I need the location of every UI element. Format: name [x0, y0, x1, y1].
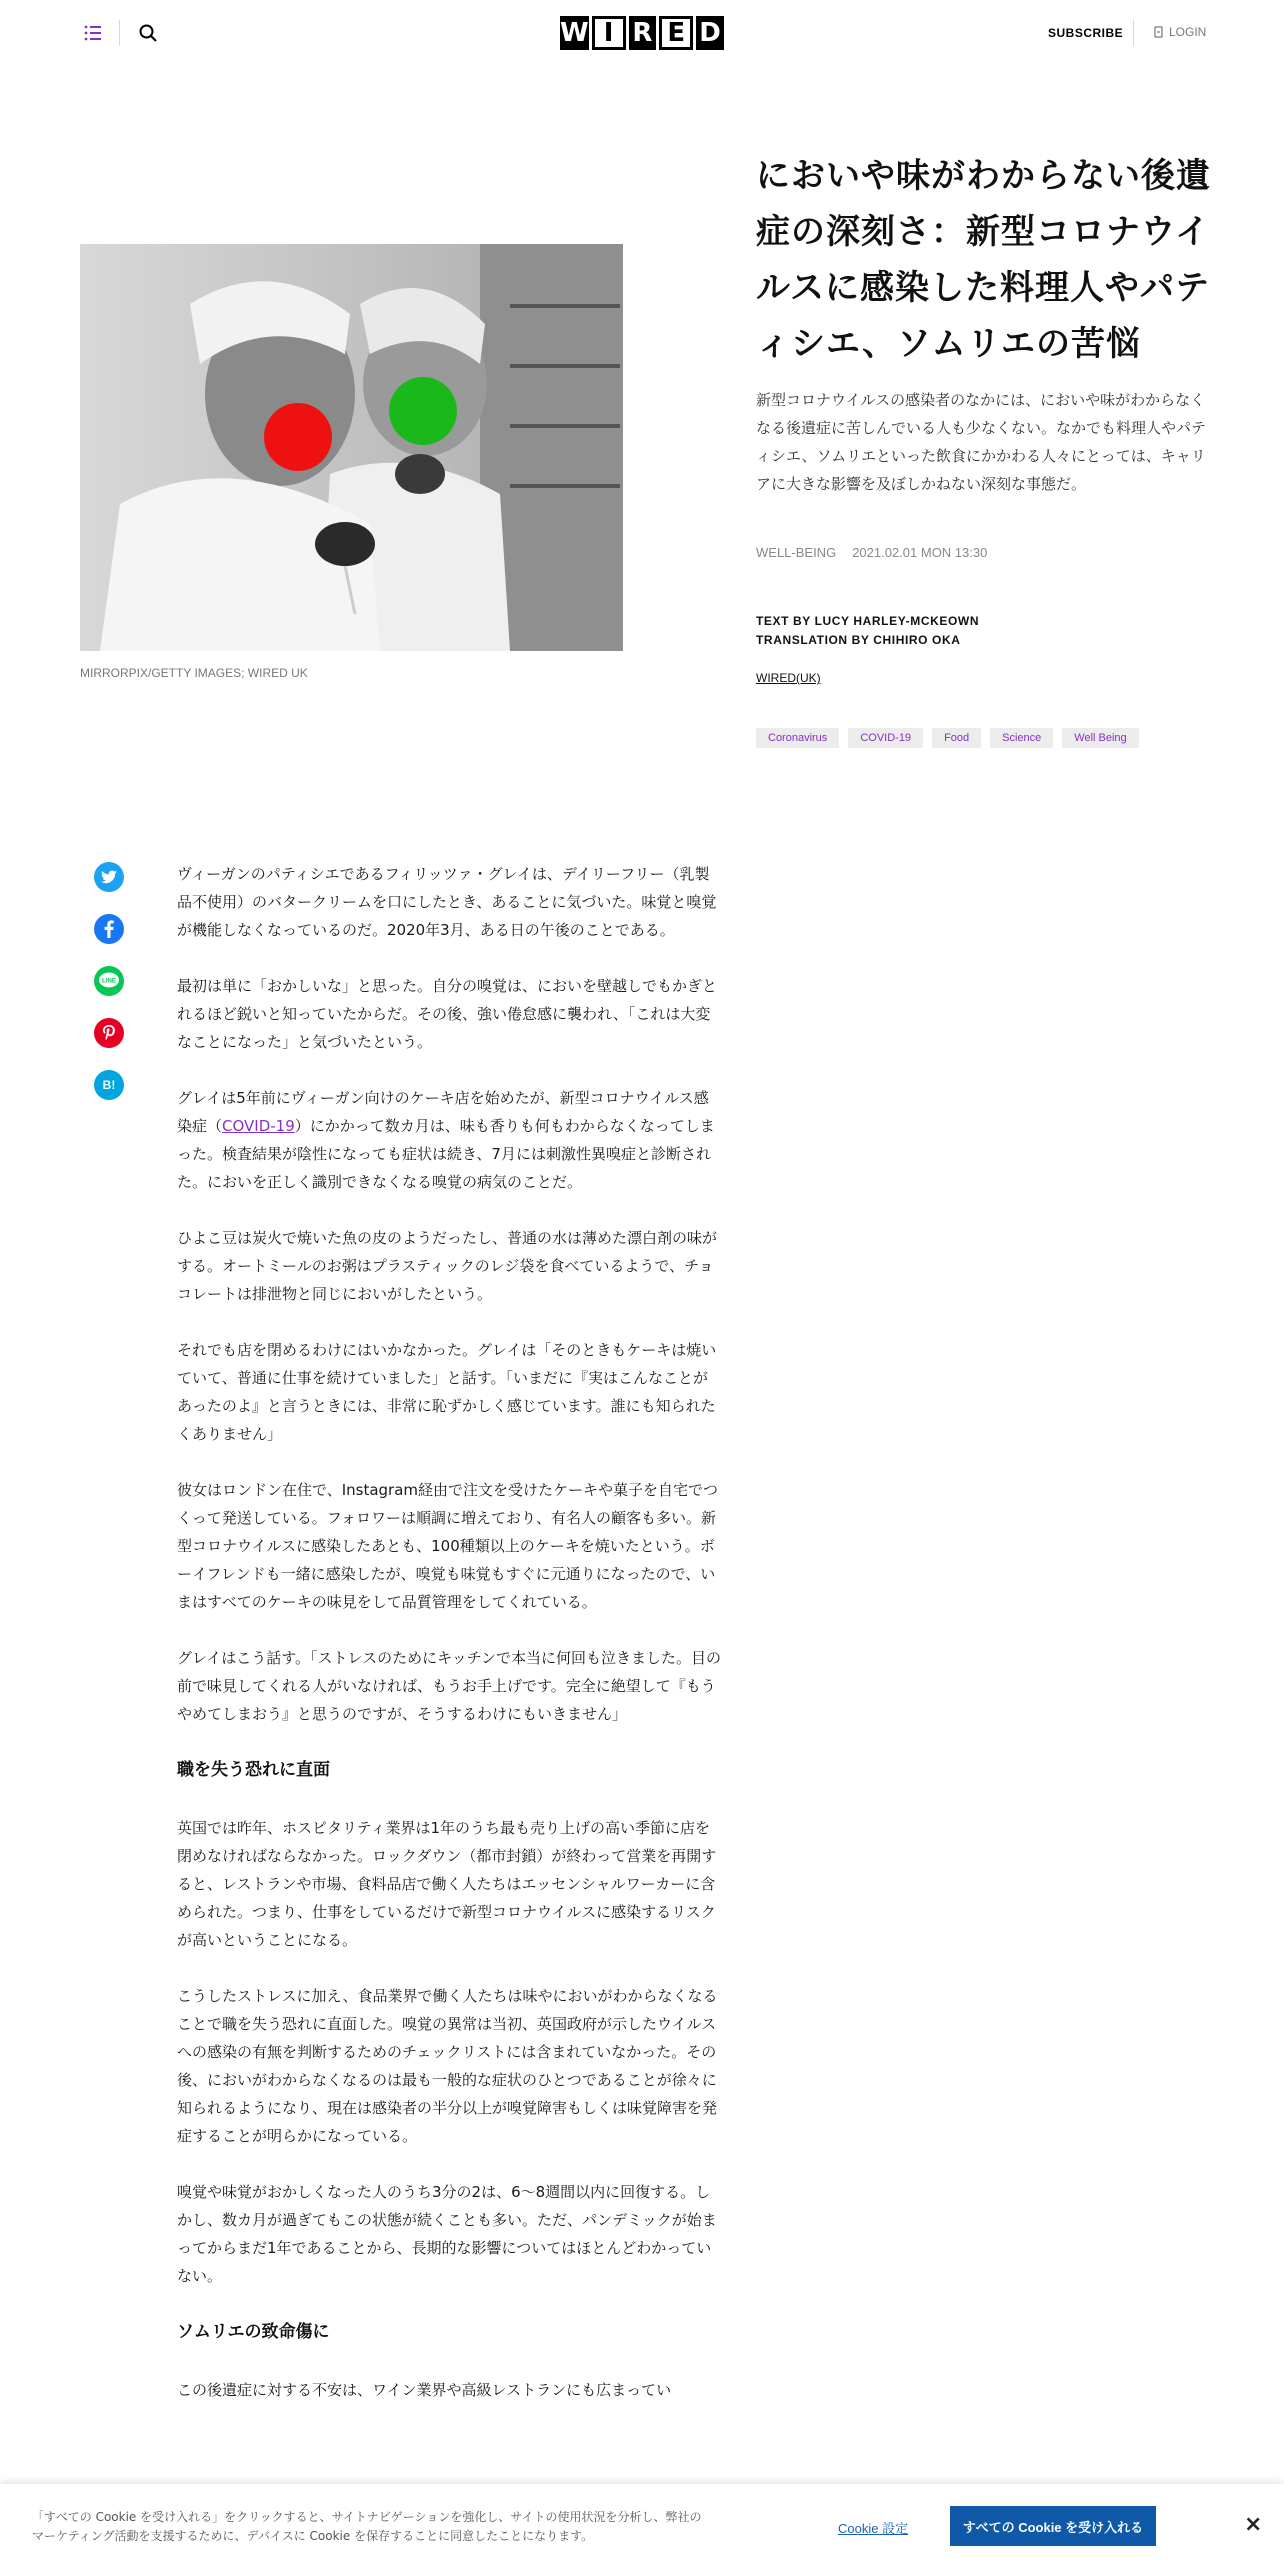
category-link[interactable]: WELL-BEING [756, 545, 837, 560]
header-divider [119, 20, 120, 46]
image-caption: MIRRORPIX/GETTY IMAGES; WIRED UK [80, 666, 308, 680]
paragraph: ひよこ豆は炭火で焼いた魚の皮のようだったし、普通の水は薄めた漂白剤の味がする。オートミールのお粥はプラスティックのレジ袋を食べているようで、チョコレートは排泄物と同じにおいがしたという。 [177, 1229, 718, 1303]
logo-letter: E [659, 16, 693, 50]
twitter-share-button[interactable] [94, 862, 124, 892]
tag-covid-19[interactable]: COVID-19 [848, 728, 923, 748]
article-dek: 新型コロナウイルスの感染者のなかには、においや味がわからなくなる後遺症に苦しんでいる人も少なくない。なかでも料理人やパティシエ、ソムリエといった飲食にかかわる人々にとっては、キャリアに大きな影響を及ぼしかねない深刻な事態だ。 [756, 391, 1207, 493]
search-icon[interactable] [138, 23, 158, 43]
paragraph: この後遺症に対する不安は、ワイン業界や高級レストランにも広まってい [177, 2381, 672, 2399]
subscribe-link[interactable]: SUBSCRIBE [1048, 26, 1124, 40]
logo-letter: I [592, 16, 626, 50]
paragraph: 彼女はロンドン在住で、Instagram経由で注文を受けたケーキや菓子を自宅でつくって発送している。フォロワーは順調に増えており、有名人の顧客も多い。新型コロナウイルスに感染したあとも、100種類以上のケーキを焼いたという。ボーイフレンドも一緒に感染したが、嗅覚も味覚もすぐに元通りになったので、いまはすべてのケーキの味見をして品質管理をしてくれている。 [177, 1481, 719, 1611]
hero-photo [80, 244, 623, 651]
login-link[interactable] [1154, 25, 1206, 39]
bylines [756, 612, 979, 650]
paragraph: 最初は単に「おかしいな」と思った。自分の嗅覚は、においを壁越しでもかぎとれるほど鋭いと知っていたからだ。その後、強い倦怠感に襲われ、「これは大変なことになった」と気づいたという。 [177, 977, 718, 1051]
logo-letter: W [560, 18, 589, 48]
facebook-share-button[interactable] [94, 914, 124, 944]
login-icon [1154, 26, 1164, 38]
menu-icon[interactable] [84, 24, 102, 42]
line-icon [98, 972, 120, 990]
cookie-banner [0, 2484, 1284, 2568]
share-buttons [94, 862, 124, 1100]
logo-letter: R [629, 16, 657, 50]
section-heading: 職を失う恐れに直面 [177, 1760, 330, 1780]
paragraph-text: グレイは5年前にヴィーガン向けのケーキ店を始めたが、新型コロナウイルス感染症（ [177, 1089, 709, 1135]
hatena-share-button[interactable] [94, 1070, 124, 1100]
line-share-button[interactable] [94, 966, 124, 996]
paragraph: ヴィーガンのパティシエであるフィリッツァ・グレイは、デイリーフリー（乳製品不使用）のバタークリームを口にしたとき、あることに気づいた。味覚と嗅覚が機能しなくなっているのだ。2020年3月、ある日の午後のことである。 [177, 865, 717, 939]
logo-letter: D [696, 16, 724, 50]
cookie-settings-link[interactable]: Cookie 設定 [838, 2521, 909, 2536]
publish-date: 2021.02.01 MON 13:30 [852, 545, 988, 560]
byline-author: TEXT BY LUCY HARLEY-MCKEOWN [756, 614, 980, 628]
paragraph-text: ）にかかって数カ月は、味も香りも何もわからなくなってしまった。検査結果が陰性になっても症状は続き、7月には刺激性異嗅症と診断された。においを正しく識別できなくなる嗅覚の病気のことだ。 [177, 1117, 715, 1191]
header-divider [1133, 20, 1134, 46]
cookie-text: 「すべての Cookie を受け入れる」をクリックすると、サイトナビゲーションを強化し、サイトの使用状況を分析し、弊社のマーケティング活動を支援するために、デバイスに Cookie を保存することに同意したことになります。 [32, 2510, 702, 2543]
article-meta [756, 545, 987, 560]
line-label: LINE [102, 978, 116, 985]
article-body [177, 860, 722, 2432]
hatena-icon: B! [102, 1078, 116, 1092]
close-icon[interactable]: × [1244, 2512, 1263, 2537]
wired-logo[interactable] [560, 16, 724, 50]
paragraph: 嗅覚や味覚がおかしくなった人のうち3分の2は、6〜8週間以内に回復する。しかし、数カ月が過ぎてもこの状態が続くことも多い。ただ、パンデミックが始まってからまだ1年であることから、長期的な影響についてはほとんどわかっていない。 [177, 2183, 717, 2285]
article-headline: においや味がわからない後遺症の深刻さ：新型コロナウイルスに感染した料理人やパティシエ、ソムリエの苦悩 [756, 156, 1211, 364]
covid19-link[interactable]: COVID-19 [222, 1117, 295, 1135]
tag-list [756, 728, 1139, 748]
pinterest-icon [102, 1024, 116, 1042]
green-dot [389, 377, 457, 445]
facebook-icon [104, 920, 114, 938]
hero-image [80, 244, 623, 651]
paragraph: 英国では昨年、ホスピタリティ業界は1年のうち最も売り上げの高い季節に店を閉めなければならなかった。ロックダウン（都市封鎖）が終わって営業を再開すると、レストランや市場、食料品店で働く人たちはエッセンシャルワーカーに含められた。つまり、仕事をしているだけで新型コロナウイルスに感染するリスクが高いということになる。 [177, 1819, 717, 1949]
pinterest-share-button[interactable] [94, 1018, 124, 1048]
site-header [0, 0, 1284, 66]
twitter-icon [101, 870, 117, 884]
paragraph: こうしたストレスに加え、食品業界で働く人たちは味やにおいがわからなくなることで職を失う恐れに直面した。嗅覚の異常は当初、英国政府が示したウイルスへの感染の有無を判断するためのチェックリストには含まれていなかった。その後、においがわからなくなるのは最も一般的な症状のひとつであることが徐々に知られるようになり、現在は感染者の半分以上が嗅覚障害もしくは味覚障害を発症することが明らかになっている。 [177, 1987, 718, 2145]
red-dot [264, 403, 332, 471]
tag-coronavirus[interactable]: Coronavirus [756, 728, 839, 748]
tag-food[interactable]: Food [932, 728, 981, 748]
section-heading: ソムリエの致命傷に [177, 2322, 330, 2342]
login-label: LOGIN [1169, 25, 1207, 39]
paragraph: それでも店を閉めるわけにはいかなかった。グレイは「そのときもケーキは焼いていて、普通に仕事を続けていました」と話す。「いまだに『実はこんなことがあったのよ』と言うときには、非常に恥ずかしく感じています。誰にも知られたくありません」 [177, 1341, 717, 1443]
tag-science[interactable]: Science [990, 728, 1053, 748]
byline-translator: TRANSLATION BY CHIHIRO OKA [756, 633, 961, 647]
tag-well-being[interactable]: Well Being [1062, 728, 1138, 748]
source-link[interactable]: WIRED(UK) [756, 671, 821, 685]
paragraph [177, 1084, 722, 1196]
paragraph: グレイはこう話す。「ストレスのためにキッチンで本当に何回も泣きました。目の前で味見してくれる人がいなければ、もうお手上げです。完全に絶望して『もうやめてしまおう』と思うのですが、そうするわけにもいきません」 [177, 1649, 722, 1723]
accept-all-cookies-button[interactable]: すべての Cookie を受け入れる [950, 2506, 1156, 2546]
